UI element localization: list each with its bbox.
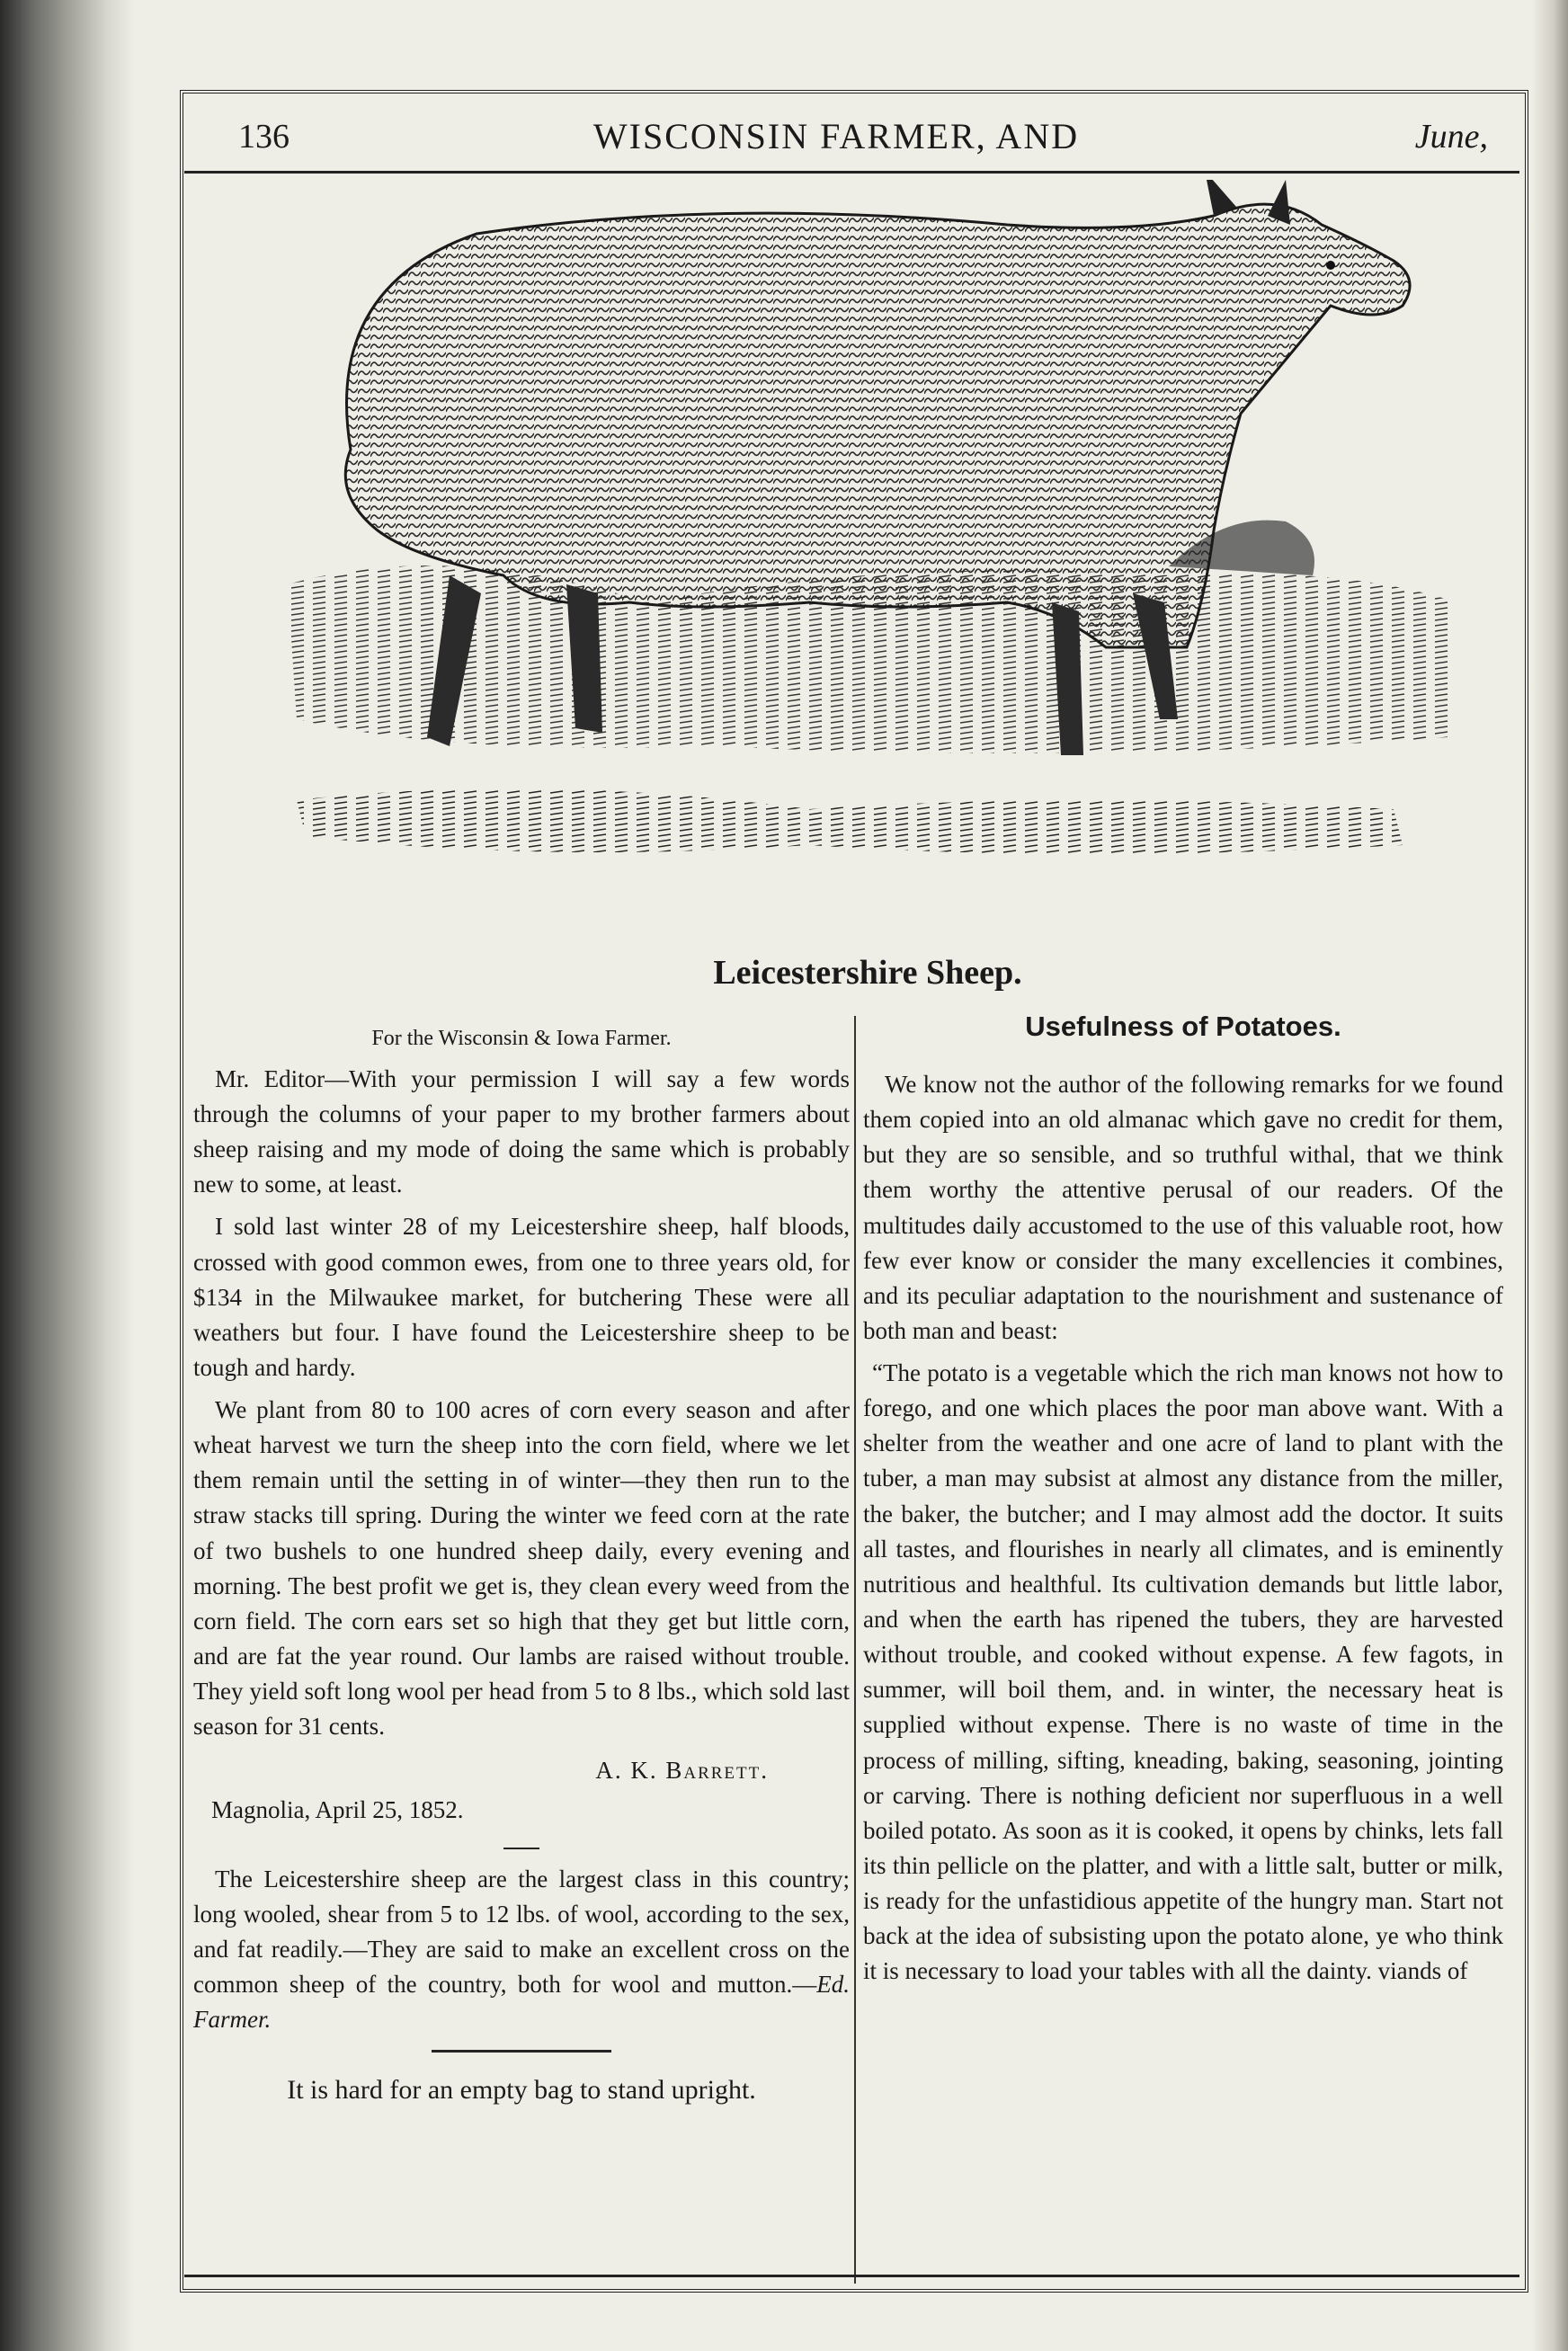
letter-paragraph: Mr. Editor—With your permission I will say a few words through the columns of your paper to my brother farmers about sheep raising and my mode of doing the same which is probably new to some, at least.: [193, 1064, 850, 1198]
section-divider: [503, 1848, 539, 1849]
bottom-rule: [184, 2275, 1519, 2277]
potatoes-intro: We know not the author of the following remarks for we found them copied into an old almanac which gave no credit for them, but they are so sensible, and so truthful withal, that we think them worthy the attentive perusal of our readers. Of the multitudes daily accustomed to the use of this valuable root, how few ever know or consider the many excellencies it combines, and its peculiar adaptation to the nourishment and sustenance of both man and beast:: [863, 1070, 1503, 1344]
page-number: 136: [238, 118, 290, 156]
proverb: It is hard for an empty bag to stand upright.: [287, 2075, 756, 2106]
editor-note-text: The Leicestershire sheep are the largest class in this country; long wooled, shear from 5 to 12 lbs. of wool, according to the sex, and fat readily.—They are said to make an excellent cross on the common sheep of the country, both for wool and mutton.—: [193, 1865, 850, 1999]
sheep-engraving: [270, 180, 1466, 926]
page-header: [184, 108, 1488, 162]
column-divider: [854, 1016, 856, 2284]
header-rule: [184, 171, 1519, 174]
ornamental-rule: [432, 2050, 611, 2053]
article-heading-leicestershire: Leicestershire Sheep.: [713, 954, 1022, 992]
article-byline: For the Wisconsin & Iowa Farmer.: [371, 1027, 672, 1050]
letter-paragraph: We plant from 80 to 100 acres of corn every season and after wheat harvest we turn the sheep into the corn field, where we let them remain until the setting in of winter—they then run to the straw stacks till spring. During the winter we feed corn at the rate of two bushels to one hundred sheep daily, every evening and morning. The best profit we get is, they clean every weed from the corn field. The corn ears set so high that they get but little corn, and are fat the year round. Our lambs are raised without trouble. They yield soft long wool per head from 5 to 8 lbs., which sold last season for 31 cents.: [193, 1396, 850, 1741]
book-binding-shadow: [0, 0, 135, 2351]
editor-signature: Ed. Farmer.: [193, 1971, 850, 2034]
letter-signature: A. K. Barrett.: [595, 1757, 769, 1785]
letter-paragraph: I sold last winter 28 of my Leicestershire sheep, half bloods, crossed with good common ewes, from one to three years old, for $134 in the Milwaukee market, for butchering These were all weathers but four. I have found the Leicestershire sheep to be tough and hardy.: [193, 1213, 850, 1381]
page-edge-shadow: [1532, 0, 1568, 2351]
letter-place-date: Magnolia, April 25, 1852.: [211, 1795, 464, 1823]
article-heading-potatoes: Usefulness of Potatoes.: [1025, 1011, 1341, 1042]
left-column: [193, 1007, 850, 2110]
right-column: [863, 1007, 1503, 1997]
publication-title: WISCONSIN FARMER, AND: [592, 116, 1080, 156]
editor-note: [193, 1862, 850, 2038]
issue-month: June,: [1414, 118, 1488, 156]
potatoes-quote: “The potato is a vegetable which the rich man knows not how to forego, and one which places the poor man above want. With a shelter from the weather and one acre of land to plant with the tuber, a man may subsist at almost any distance from the miller, the baker, the butcher; and I may almost add the doctor. It suits all tastes, and flourishes in nearly all climates, and is eminently nutritious and healthful. Its cultivation demands but little labor, and when the earth has ripened the tubers, they are harvested without trouble, and cooked without expense. A few fagots, in summer, will boil them, and. in winter, the necessary heat is supplied without expense. There is no waste of time in the process of milling, sifting, kneading, baking, seasoning, jointing or carving. There is nothing deficient nor superfluous in a well boiled potato. As soon as it is cooked, it opens by chinks, lets fall its thin pellicle on the platter, and with a little salt, butter or milk, is ready for the unfastidious appetite of the hungry man. Start not back at the idea of subsisting upon the potato alone, ye who think it is necessary to load your tables with all the dainty. viands of: [863, 1359, 1503, 1985]
